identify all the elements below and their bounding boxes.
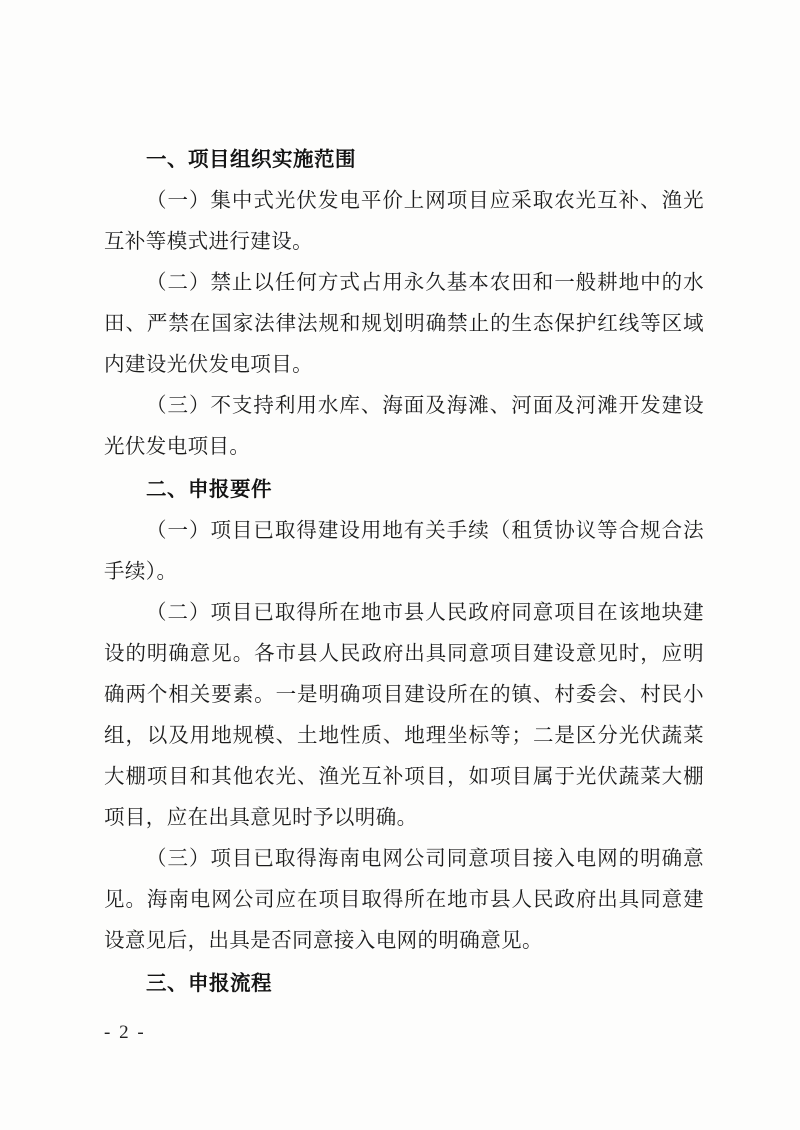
section-2-paragraph-3: （三）项目已取得海南电网公司同意项目接入电网的明确意见。海南电网公司应在项目取得所在地市县人民政府出具同意建设意见后，出具是否同意接入电网的明确意见。	[104, 848, 704, 952]
section-1-paragraph-2: （二）禁止以任何方式占用永久基本农田和一般耕地中的水田、严禁在国家法律法规和规划明确禁止的生态保护红线等区域内建设光伏发电项目。	[104, 272, 704, 376]
section-heading-2: 二、申报要件	[146, 479, 272, 501]
section-1-paragraph-3: （三）不支持利用水库、海面及海滩、河面及河滩开发建设光伏发电项目。	[104, 395, 704, 458]
page-number: - 2 -	[104, 1022, 146, 1043]
section-2-paragraph-2: （二）项目已取得所在地市县人民政府同意项目在该地块建设的明确意见。各市县人民政府出具同意项目建设意见时，应明确两个相关要素。一是明确项目建设所在的镇、村委会、村民小组，以及用地规模、土地性质、地理坐标等；二是区分光伏蔬菜大棚项目和其他农光、渔光互补项目，如项目属于光伏蔬菜大棚项目，应在出具意见时予以明确。	[104, 602, 704, 829]
section-heading-1: 一、项目组织实施范围	[146, 149, 356, 171]
section-2-paragraph-1: （一）项目已取得建设用地有关手续（租赁协议等合规合法手续）。	[104, 520, 704, 583]
section-heading-3: 三、申报流程	[146, 973, 272, 995]
section-1-paragraph-1: （一）集中式光伏发电平价上网项目应采取农光互补、渔光互补等模式进行建设。	[104, 190, 704, 253]
document-body	[104, 140, 704, 1005]
